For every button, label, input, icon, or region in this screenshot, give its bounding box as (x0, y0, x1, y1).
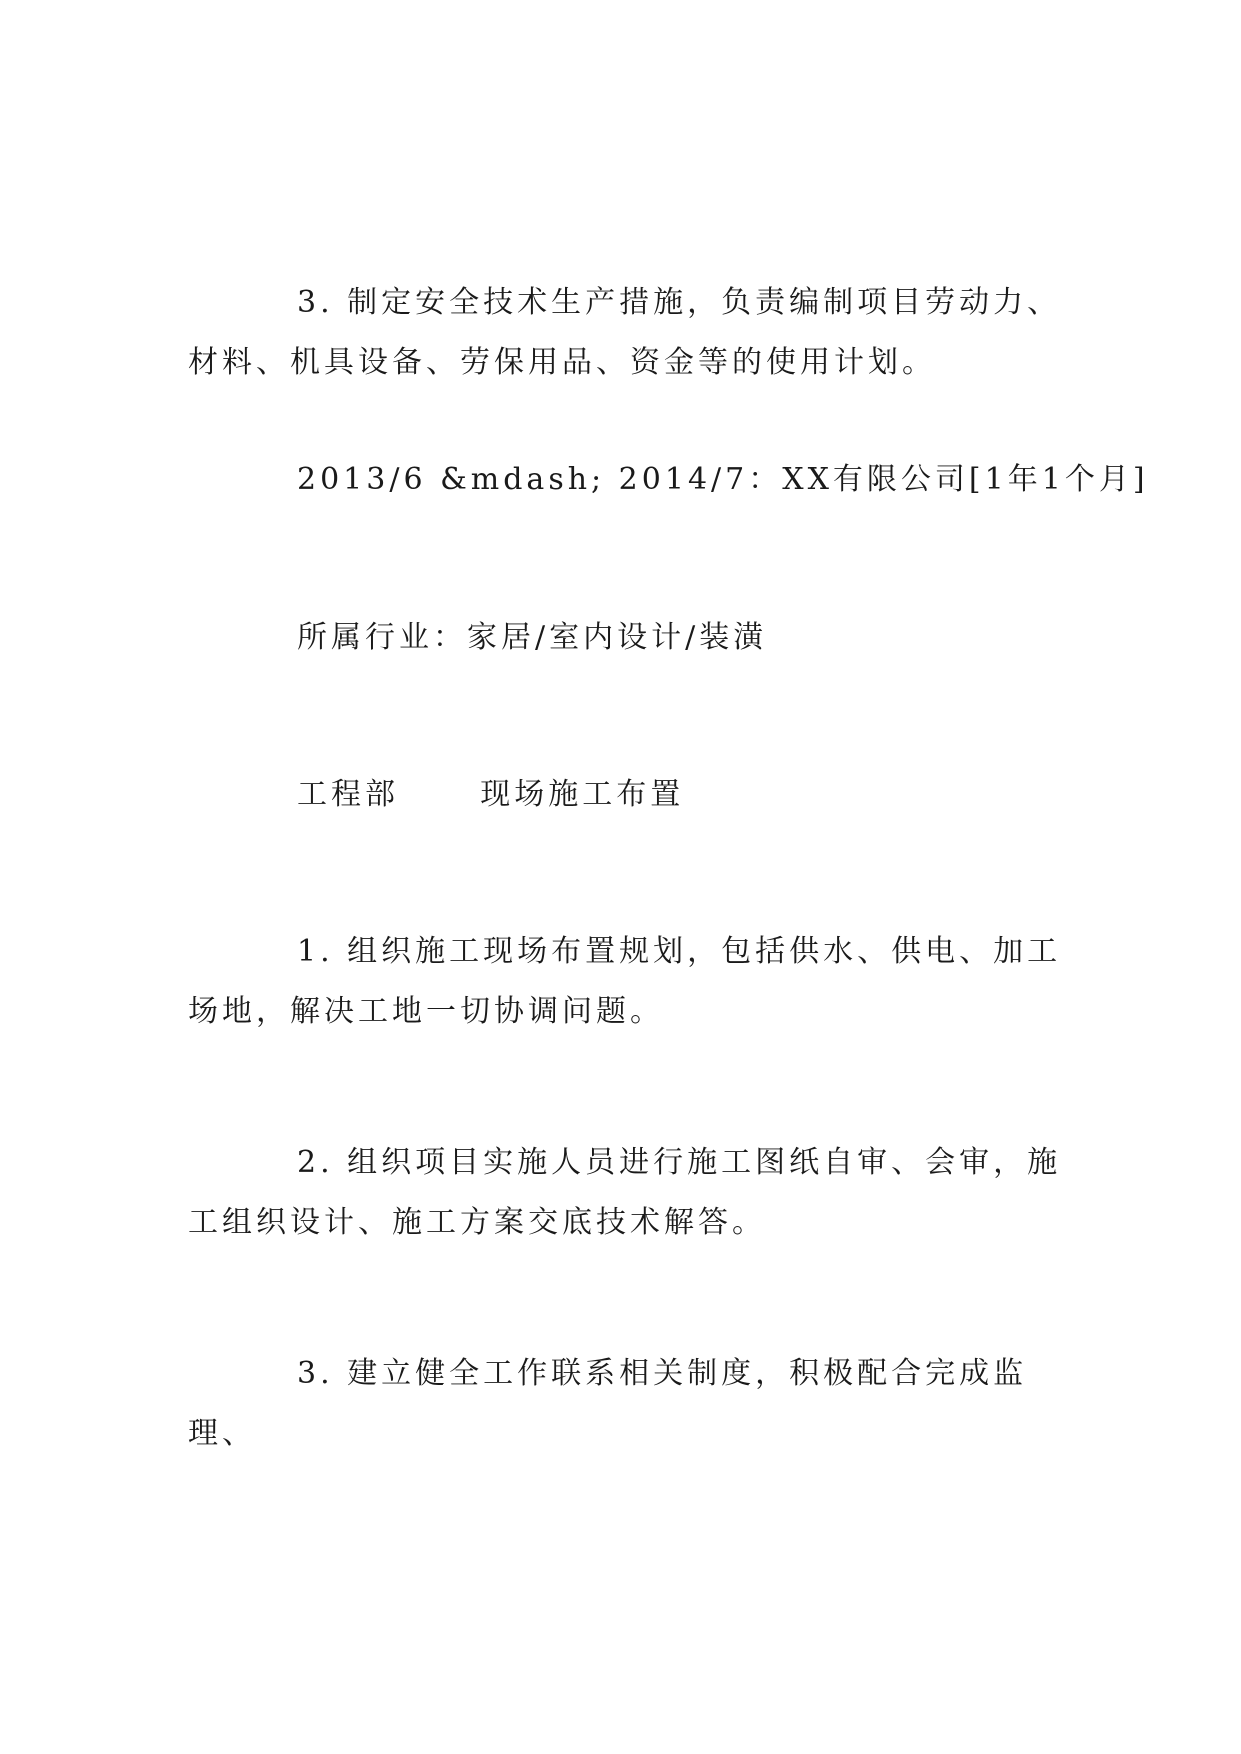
paragraph-responsibility-3-coordination: 3. 建立健全工作联系相关制度，积极配合完成监理、 (188, 1356, 1028, 1451)
paragraph-responsibility-3-safety: 3. 制定安全技术生产措施，负责编制项目劳动力、材料、机具设备、劳保用品、资金等的使用计划。 (188, 285, 1062, 380)
paragraph-responsibility-2-drawing-review: 2. 组织项目实施人员进行施工图纸自审、会审，施工组织设计、施工方案交底技术解答。 (188, 1145, 1062, 1240)
paragraph-department-position: 工程部 现场施工布置 (297, 777, 685, 812)
paragraph-industry: 所属行业：家居/室内设计/装潢 (297, 620, 768, 655)
paragraph-employment-period: 2013/6 &mdash; 2014/7：XX有限公司[1年1个月] (297, 462, 1149, 497)
paragraph-responsibility-1-site-layout: 1. 组织施工现场布置规划，包括供水、供电、加工场地，解决工地一切协调问题。 (188, 934, 1062, 1029)
